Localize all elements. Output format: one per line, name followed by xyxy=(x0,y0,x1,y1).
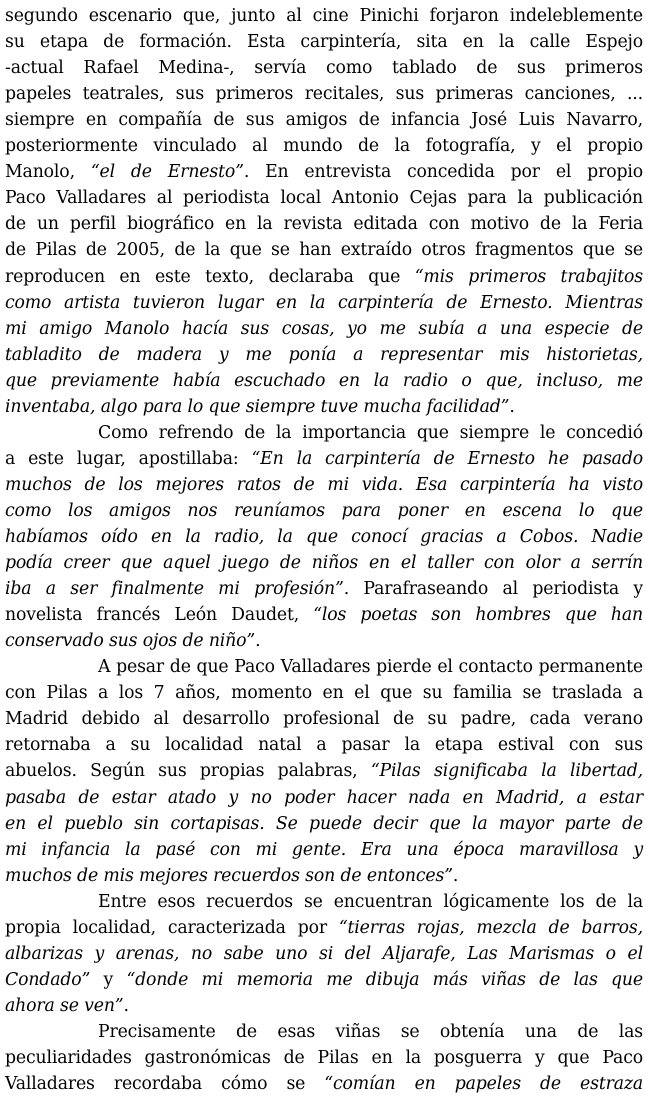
quote-text: “tierras rojas, mezcla de barros, xyxy=(338,917,643,938)
text-line xyxy=(5,602,643,628)
text-line xyxy=(5,576,643,602)
quote-text: albarizas y arenas, no sabe uno si del Aljarafe, Las Marismas o el xyxy=(5,943,643,964)
body-text: abuelos. Según sus propias palabras, xyxy=(5,761,371,782)
body-text: y xyxy=(90,969,127,990)
text-line xyxy=(5,680,643,706)
quote-text: “los poetas son hombres que han xyxy=(313,605,644,626)
body-text: . xyxy=(509,396,515,417)
quote-text: pasaba de estar atado y no poder hacer nada en Madrid, a estar xyxy=(5,787,643,808)
quote-text: inventaba, algo para lo que siempre tuve mucha facilidad” xyxy=(5,396,510,417)
quote-text: tabladito de madera y me ponía a representar mis historietas, xyxy=(5,344,643,365)
quote-text: muchos de mis mejores recuerdos son de entonces” xyxy=(5,865,453,886)
quote-text: “donde mi memoria me dibuja más viñas de las que xyxy=(126,969,643,990)
quote-text: mi amigo Manolo hacía sus cosas, yo me subía a una especie de xyxy=(5,318,643,339)
quote-text: mi infancia la pasé con mi gente. Era una época maravillosa y xyxy=(5,839,643,860)
text-line xyxy=(5,107,643,133)
quote-text: muchos de los mejores ratos de mi vida. Esa carpintería ha visto xyxy=(5,474,643,495)
body-text: -actual Rafael Medina-, servía como tablado de sus primeros xyxy=(5,58,643,79)
quote-text: iba a ser finalmente mi profesión” xyxy=(5,579,344,600)
text-line xyxy=(5,1045,643,1071)
body-text: Paco Valladares al periodista local Antonio Cejas para la publicación xyxy=(5,188,643,209)
body-text: papeles teatrales, sus primeros recitales, sus primeras canciones, ... xyxy=(5,84,643,105)
text-line xyxy=(98,1019,643,1045)
text-line xyxy=(5,732,643,758)
text-line xyxy=(5,55,643,81)
quote-text: “En la carpintería de Ernesto he pasado xyxy=(251,448,644,469)
text-line xyxy=(5,967,643,993)
text-line xyxy=(5,159,643,185)
text-line xyxy=(5,394,643,420)
text-line xyxy=(5,3,643,29)
text-line xyxy=(5,706,643,732)
text-line xyxy=(5,290,643,316)
text-line xyxy=(5,498,643,524)
text-line xyxy=(5,237,643,263)
text-line xyxy=(5,758,643,784)
text-line xyxy=(98,420,643,446)
text-line xyxy=(5,863,643,889)
text-line xyxy=(5,29,643,55)
text-line xyxy=(5,915,643,941)
text-line xyxy=(5,941,643,967)
body-text: . En entrevista concedida por el propio xyxy=(243,162,643,183)
quote-text: habíamos oído en la radio, la que conocí gracias a Cobos. Nadie xyxy=(5,527,643,547)
quote-text: Condado” xyxy=(5,969,91,990)
text-line xyxy=(5,211,643,237)
body-text: A pesar de que Paco Valladares pierde el contacto permanente xyxy=(98,657,643,678)
body-text: con Pilas a los 7 años, momento en el que su familia se traslada a xyxy=(5,683,643,704)
text-line xyxy=(5,368,643,394)
quote-text: conservado sus ojos de niño” xyxy=(5,631,256,652)
text-line xyxy=(5,342,643,368)
body-text: Precisamente de esas viñas se obtenía una de las xyxy=(98,1021,643,1042)
body-text: . xyxy=(452,865,459,886)
text-line xyxy=(5,81,643,107)
body-text: Como refrendo de la importancia que siempre le concedió xyxy=(98,422,643,443)
body-text: Madrid debido al desarrollo profesional de su padre, cada verano xyxy=(5,709,643,730)
quote-text: “Pilas significaba la libertad, xyxy=(370,761,643,782)
body-text: a este lugar, apostillaba: xyxy=(5,448,252,469)
body-text: . Parafraseando al periodista y xyxy=(343,579,643,600)
quote-text: que previamente había escuchado en la radio o que, incluso, me xyxy=(5,370,643,391)
text-line xyxy=(5,1071,643,1097)
body-text: propia localidad, caracterizada por xyxy=(5,917,339,938)
body-text: segundo escenario que, junto al cine Pinichi forjaron indeleblemente xyxy=(5,6,643,26)
body-text: reproducen en este texto, declaraba que xyxy=(5,266,415,287)
body-text: Manolo, xyxy=(5,162,91,183)
text-line xyxy=(5,993,643,1019)
quote-text: “el de Ernesto” xyxy=(90,162,244,183)
body-text: . xyxy=(255,631,261,652)
body-text: Valladares recordaba cómo se xyxy=(5,1074,325,1095)
body-text: su etapa de formación. Esta carpintería, sita en la calle Espejo xyxy=(5,32,643,53)
text-line xyxy=(98,889,643,915)
quote-text: en el pueblo sin cortapisas. Se puede decir que la mayor parte de xyxy=(5,813,643,834)
text-line xyxy=(5,785,643,811)
body-text: de un perfil biográfico en la revista editada con motivo de la Feria xyxy=(5,214,643,235)
text-line xyxy=(5,133,643,159)
quote-text: como artista tuvieron lugar en la carpintería de Ernesto. Mientras xyxy=(5,292,643,313)
body-text: retornaba a su localidad natal a pasar la etapa estival con sus xyxy=(5,735,643,756)
text-line xyxy=(5,185,643,211)
quote-text: ahora se ven” xyxy=(5,995,124,1016)
body-text: posteriormente vinculado al mundo de la fotografía, y el propio xyxy=(5,136,643,157)
text-line xyxy=(5,628,643,654)
text-line xyxy=(98,654,643,680)
quote-text: podía creer que aquel juego de niños en el taller con olor a serrín xyxy=(5,553,643,574)
body-text: siempre en compañía de sus amigos de infancia José Luis Navarro, xyxy=(5,110,643,131)
text-line xyxy=(5,472,643,498)
text-line xyxy=(5,316,643,342)
body-text: Entre esos recuerdos se encuentran lógicamente los de la xyxy=(98,891,643,912)
text-line xyxy=(5,446,643,472)
body-text: novelista francés León Daudet, xyxy=(5,605,314,626)
text-line xyxy=(5,811,643,837)
text-line xyxy=(5,550,643,576)
body-text: de Pilas de 2005, de la que se han extraído otros fragmentos que se xyxy=(5,240,643,261)
body-text: peculiaridades gastronómicas de Pilas en la posguerra y que Paco xyxy=(5,1048,643,1068)
text-line xyxy=(5,524,643,550)
quote-text: como los amigos nos reuníamos para poner en escena lo que xyxy=(5,500,643,521)
quote-text: “mis primeros trabajitos xyxy=(414,266,643,287)
text-line xyxy=(5,264,643,290)
body-text: . xyxy=(123,995,129,1016)
text-line xyxy=(5,837,643,863)
quote-text: “comían en papeles de estraza xyxy=(324,1074,643,1095)
